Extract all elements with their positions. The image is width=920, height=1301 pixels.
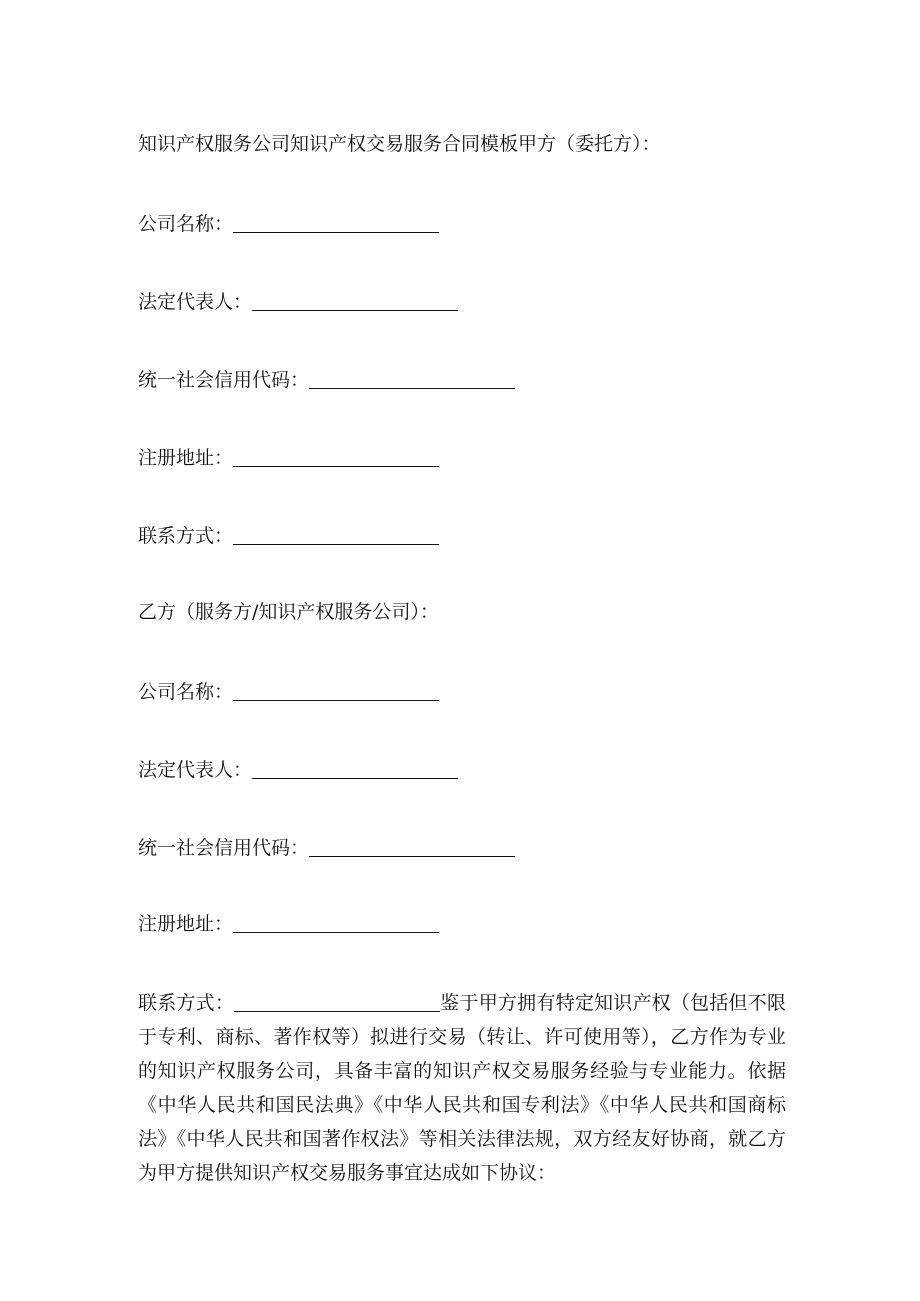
party-b-contact-label: 联系方式： (138, 992, 235, 1014)
party-a-credit-code-row (138, 366, 515, 392)
party-a-company-name-blank[interactable] (233, 210, 439, 233)
party-a-legal-rep-blank[interactable] (252, 288, 458, 311)
preamble-paragraph (138, 986, 786, 1190)
party-a-credit-code-label: 统一社会信用代码： (138, 369, 310, 391)
party-a-contact-blank[interactable] (233, 522, 439, 545)
party-b-legal-rep-label: 法定代表人： (138, 759, 253, 781)
party-a-company-name-row (138, 210, 439, 236)
party-b-legal-rep-row (138, 756, 458, 782)
party-a-legal-rep-label: 法定代表人： (138, 291, 253, 313)
party-b-company-name-label: 公司名称： (138, 681, 234, 703)
party-a-address-blank[interactable] (233, 444, 439, 467)
party-a-address-label: 注册地址： (138, 447, 234, 469)
party-a-company-name-label: 公司名称： (138, 213, 234, 235)
party-a-contact-label: 联系方式： (138, 525, 234, 547)
party-a-credit-code-blank[interactable] (309, 366, 515, 389)
party-b-address-row (138, 910, 439, 936)
party-b-legal-rep-blank[interactable] (252, 756, 458, 779)
preamble-text: 鉴于甲方拥有特定知识产权（包括但不限于专利、商标、著作权等）拟进行交易（转让、许可使用等），乙方作为专业的知识产权服务公司，具备丰富的知识产权交易服务经验与专业能力。依据《中华人民共和国民法典》《中华人民共和国专利法》《中华人民共和国商标法》《中华人民共和国著作权法》等相关法律法规，双方经友好协商，就乙方为甲方提供知识产权交易服务事宜达成如下协议： (138, 992, 786, 1184)
party-b-credit-code-blank[interactable] (309, 834, 515, 857)
document-title: 知识产权服务公司知识产权交易服务合同模板甲方（委托方）： (138, 133, 661, 155)
party-a-address-row (138, 444, 439, 470)
party-a-contact-row (138, 522, 439, 548)
party-b-address-label: 注册地址： (138, 913, 234, 935)
party-b-credit-code-label: 统一社会信用代码： (138, 837, 310, 859)
party-b-company-name-row (138, 678, 439, 704)
party-b-contact-blank[interactable] (234, 989, 440, 1012)
party-b-heading: 乙方（服务方/知识产权服务公司）： (138, 601, 439, 623)
party-b-company-name-blank[interactable] (233, 678, 439, 701)
party-b-address-blank[interactable] (233, 910, 439, 933)
party-b-credit-code-row (138, 834, 515, 860)
party-a-legal-rep-row (138, 288, 458, 314)
